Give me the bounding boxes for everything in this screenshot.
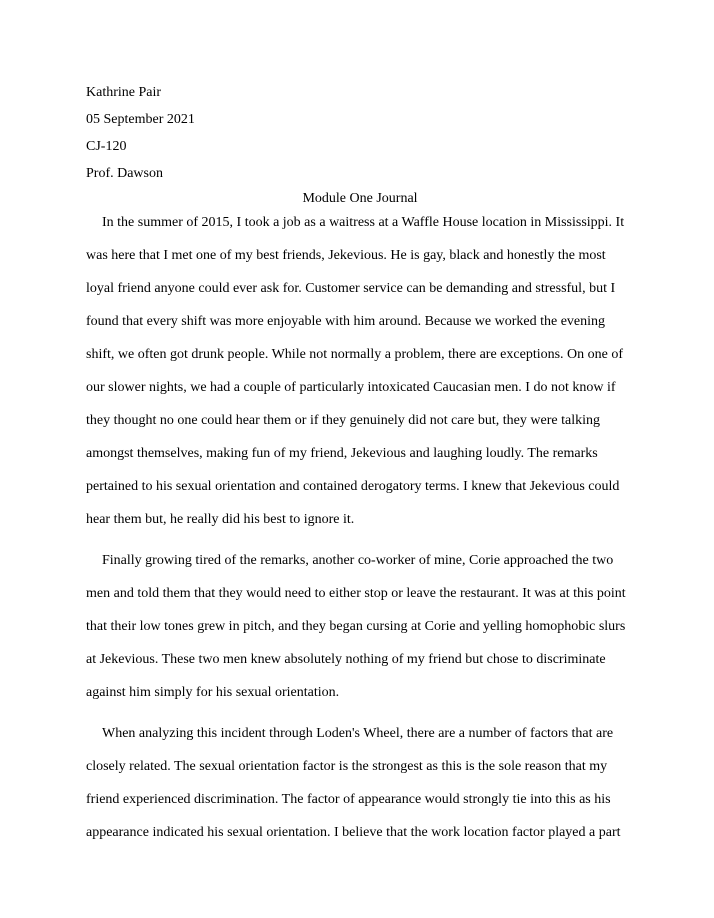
paragraph-line: friend experienced discrimination. The factor of appearance would strongly tie into this as his (86, 792, 611, 807)
paragraph-line: loyal friend anyone could ever ask for. Customer service can be demanding and stressful, but I (86, 281, 616, 296)
paragraph-line: against him simply for his sexual orientation. (86, 685, 340, 700)
paragraph-line: appearance indicated his sexual orientation. I believe that the work location factor played a part (86, 825, 621, 840)
paragraph-line: pertained to his sexual orientation and contained derogatory terms. I knew that Jekevious could (86, 479, 620, 494)
paragraph-line: shift, we often got drunk people. While not normally a problem, there are exceptions. On one of (86, 347, 624, 362)
paragraph-line: was here that I met one of my best friends, Jekevious. He is gay, black and honestly the most (86, 248, 606, 263)
paragraph (86, 551, 634, 716)
paragraph-line: closely related. The sexual orientation factor is the strongest as this is the sole reason that my (86, 759, 608, 774)
paragraph-line: found that every shift was more enjoyable with him around. Because we worked the evening (86, 314, 606, 329)
paragraphs (86, 213, 634, 856)
document-body (86, 83, 634, 864)
course-code: CJ-120 (86, 139, 127, 154)
document-title: Module One Journal (302, 191, 418, 206)
paragraph (86, 724, 634, 856)
paragraph-line: that their low tones grew in pitch, and they began cursing at Corie and yelling homophobic slurs (86, 619, 626, 634)
paragraph-line: When analyzing this incident through Loden's Wheel, there are a number of factors that are (102, 726, 614, 741)
paragraph-line: our slower nights, we had a couple of particularly intoxicated Caucasian men. I do not know if (86, 380, 616, 395)
paragraph-line: men and told them that they would need to either stop or leave the restaurant. It was at this point (86, 586, 626, 601)
paragraph-line: In the summer of 2015, I took a job as a waitress at a Waffle House location in Mississippi. It (102, 215, 625, 230)
paragraph-line: at Jekevious. These two men knew absolutely nothing of my friend but chose to discriminate (86, 652, 606, 667)
paragraph (86, 213, 634, 543)
paragraph-line: amongst themselves, making fun of my friend, Jekevious and laughing loudly. The remarks (86, 446, 598, 461)
instructor-name: Prof. Dawson (86, 166, 163, 181)
author-name: Kathrine Pair (86, 85, 162, 100)
paragraph-line: hear them but, he really did his best to ignore it. (86, 512, 355, 527)
document-date: 05 September 2021 (86, 112, 195, 127)
paragraph-line: Finally growing tired of the remarks, another co-worker of mine, Corie approached the two (102, 553, 614, 568)
paragraph-line: they thought no one could hear them or if they genuinely did not care but, they were talking (86, 413, 600, 428)
